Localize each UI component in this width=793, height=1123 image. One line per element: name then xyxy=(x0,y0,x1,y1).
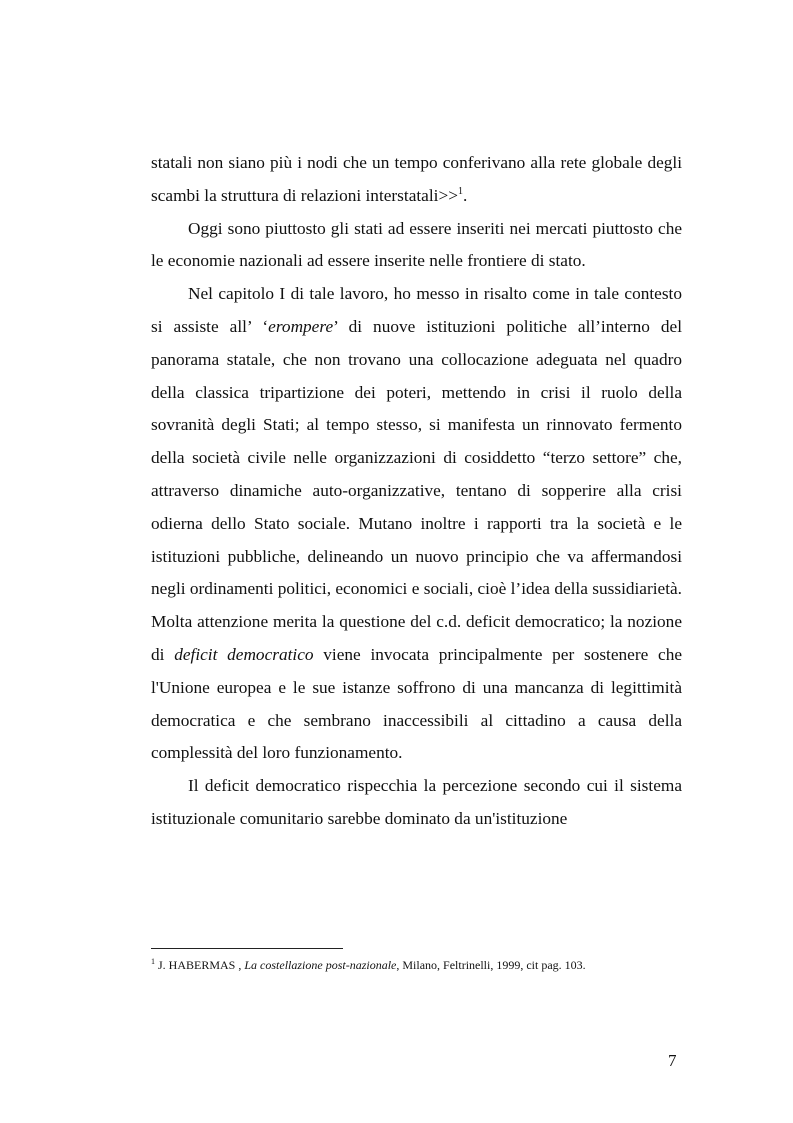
footnote-title: La costellazione post-nazionale xyxy=(244,958,397,972)
footnote-number: 1 xyxy=(151,957,155,966)
paragraph-3-italic-deficit: deficit democratico xyxy=(174,644,314,664)
paragraph-1-text: statali non siano più i nodi che un tempo conferivano alla rete globale degli scambi la struttura di relazioni interstatali>> xyxy=(151,153,682,205)
paragraph-3-text-c: viene invocata principalmente per sostenere che l'Unione europea e le sue istanze soffrono di una mancanza di legittimità democratica e che sembrano inaccessibili al cittadino a causa della complessità del loro funzionamento. xyxy=(151,644,683,763)
footnote-author: J. HABERMAS , xyxy=(155,958,245,972)
footnote-reference[interactable]: 1 xyxy=(457,185,463,197)
footnote-rest: , Milano, Feltrinelli, 1999, cit pag. 103. xyxy=(396,958,586,972)
footnote xyxy=(151,957,711,973)
paragraph-3-italic-erompere: erompere xyxy=(268,316,334,336)
paragraph-4 xyxy=(151,770,682,836)
paragraph-1 xyxy=(151,147,682,213)
page-number: 7 xyxy=(668,1051,677,1070)
paragraph-2-text: Oggi sono piuttosto gli stati ad essere inseriti nei mercati piuttosto che le economie nazionali ad essere inserite nelle frontiere di stato. xyxy=(151,218,682,271)
body-text xyxy=(151,147,682,836)
paragraph-2 xyxy=(151,213,682,279)
paragraph-3-text-b: ’ di nuove istituzioni politiche all’interno del panorama statale, che non trovano una collocazione adeguata nel quadro della classica tripartizione dei poteri, mettendo in crisi il ruolo della sovranità degli Stati; al tempo stesso, si manifesta un rinnovato fermento della società civile nelle organizzazioni di cosiddetto “terzo settore” che, attraverso dinamiche auto-organizzative, tentano di sopperire alla crisi odierna dello Stato sociale. Mutano inoltre i rapporti tra la società e le istituzioni pubbliche, delineando un nuovo principio che va affermandosi negli ordinamenti politici, economici e sociali, cioè l’idea della sussidiarietà. Molta attenzione merita la questione del c.d. deficit democratico; la nozione di xyxy=(151,316,682,664)
footnote-divider xyxy=(151,948,343,949)
paragraph-1-end: . xyxy=(462,185,468,205)
paragraph-3 xyxy=(151,278,682,770)
paragraph-3-text-a: Nel capitolo I di tale lavoro, ho messo in risalto come in tale contesto si assiste all’ ‘ xyxy=(151,284,682,336)
paragraph-4-text: Il deficit democratico rispecchia la percezione secondo cui il sistema istituzionale comunitario sarebbe dominato da un'istituzione xyxy=(151,776,682,828)
